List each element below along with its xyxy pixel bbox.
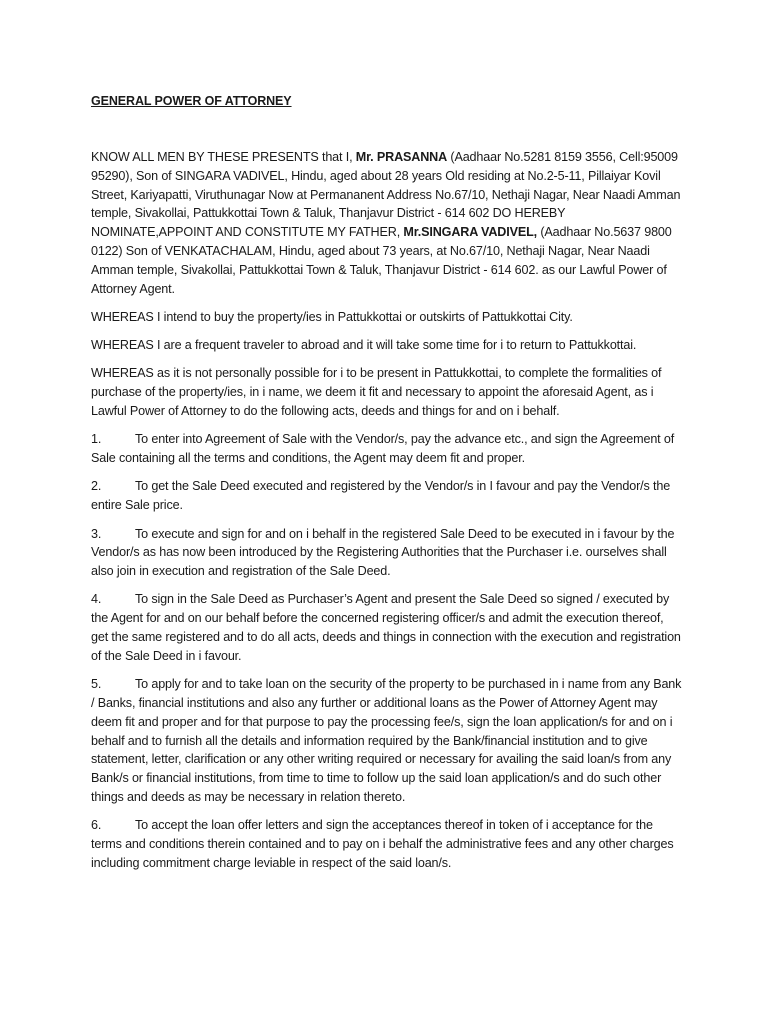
principal-name: Mr. PRASANNA bbox=[355, 150, 448, 164]
document-title: GENERAL POWER OF ATTORNEY bbox=[91, 94, 292, 108]
clause-number: 3. bbox=[91, 526, 102, 541]
clause-number: 2. bbox=[91, 479, 102, 494]
clause-paragraph bbox=[91, 430, 683, 468]
intro-text-2: (Aadhaar No.5281 8159 3556, Cell:95009 95290), Son of SINGARA VADIVEL, Hindu, aged about 28 years Old residing at No.2-5-11, Pillaiyar Kovil Street, Kariyapatti, Viruthunagar Now at Permananent Address No.67/10, Nethaji Nagar, Near Naadi Amman temple, Sivakollai, Pattukkottai Town & Taluk, Thanjavur District - 614 602 DO HEREBY NOMINATE,APPOINT AND CONSTITUTE MY FATHER, bbox=[91, 150, 681, 240]
clause-text: To execute and sign for and on i behalf in the registered Sale Deed to be executed in i favour by the Vendor/s as has now been introduced by the Registering Authorities that the Purchaser i.e. ourselves shall also join in execution and registration of the Sale Deed. bbox=[91, 526, 675, 579]
whereas-paragraph: WHEREAS as it is not personally possible for i to be present in Pattukkottai, to complete the formalities of purchase of the property/ies, in i name, we deem it fit and necessary to appoint the aforesaid Agent, as i Lawful Power of Attorney to do the following acts, deeds and things for and on i behalf. bbox=[91, 366, 662, 419]
clause-text: To apply for and to take loan on the security of the property to be purchased in i name from any Bank / Banks, financial institutions and also any further or additional loans as the Power of Attorney Agent may deem fit and proper and for that purpose to pay the processing fee/s, sign the loan application/s for and on i behalf and to furnish all the details and information required by the Bank/financial institution and to give statement, letter, clarification or any other writing required or necessary for availing the said loan/s from any Bank/s or financial institutions, from time to time to follow up the said loan application/s and do such other things and deeds as may be necessary in relation thereto. bbox=[91, 677, 682, 804]
clause-text: To get the Sale Deed executed and registered by the Vendor/s in I favour and pay the Vendor/s the entire Sale price. bbox=[91, 479, 671, 513]
intro-text-1: KNOW ALL MEN BY THESE PRESENTS that I, bbox=[91, 150, 356, 164]
whereas-paragraph: WHEREAS I are a frequent traveler to abroad and it will take some time for i to return to Pattukkottai. bbox=[91, 338, 637, 353]
clause-paragraph bbox=[91, 590, 683, 665]
clause-number: 5. bbox=[91, 677, 102, 692]
clause-number: 6. bbox=[91, 818, 102, 833]
whereas-paragraph: WHEREAS I intend to buy the property/ies in Pattukkottai or outskirts of Pattukkottai City. bbox=[91, 309, 573, 324]
intro-text-3: (Aadhaar No.5637 9800 0122) Son of VENKATACHALAM, Hindu, aged about 73 years, at No.67/10, Nethaji Nagar, Near Naadi Amman temple, Sivakollai, Pattukkottai Town & Taluk, Thanjavur District - 614 602. as our Lawful Power of Attorney Agent. bbox=[91, 225, 672, 296]
agent-name: Mr.SINGARA VADIVEL, bbox=[403, 225, 537, 240]
clause-text: To enter into Agreement of Sale with the Vendor/s, pay the advance etc., and sign the Agreement of Sale containing all the terms and conditions, the Agent may deem fit and proper. bbox=[91, 432, 675, 466]
clause-paragraph bbox=[91, 525, 683, 581]
clause-paragraph bbox=[91, 477, 683, 515]
clause-number: 4. bbox=[91, 592, 102, 607]
clause-paragraph bbox=[91, 675, 683, 807]
clause-text: To accept the loan offer letters and sign the acceptances thereof in token of i acceptance for the terms and conditions therein contained and to pay on i behalf the administrative fees and any other charges including commitment charge leviable in respect of the said loan/s. bbox=[91, 818, 674, 870]
clause-number: 1. bbox=[91, 432, 102, 447]
clause-paragraph bbox=[91, 816, 683, 872]
clause-text: To sign in the Sale Deed as Purchaser’s Agent and present the Sale Deed so signed / executed by the Agent for and on our behalf before the concerned registering officer/s and admit the execution thereof, get the same registered and to do all acts, deeds and things in connection with the execution and registration of the Sale Deed in i favour. bbox=[91, 592, 681, 663]
intro-paragraph bbox=[91, 148, 683, 298]
